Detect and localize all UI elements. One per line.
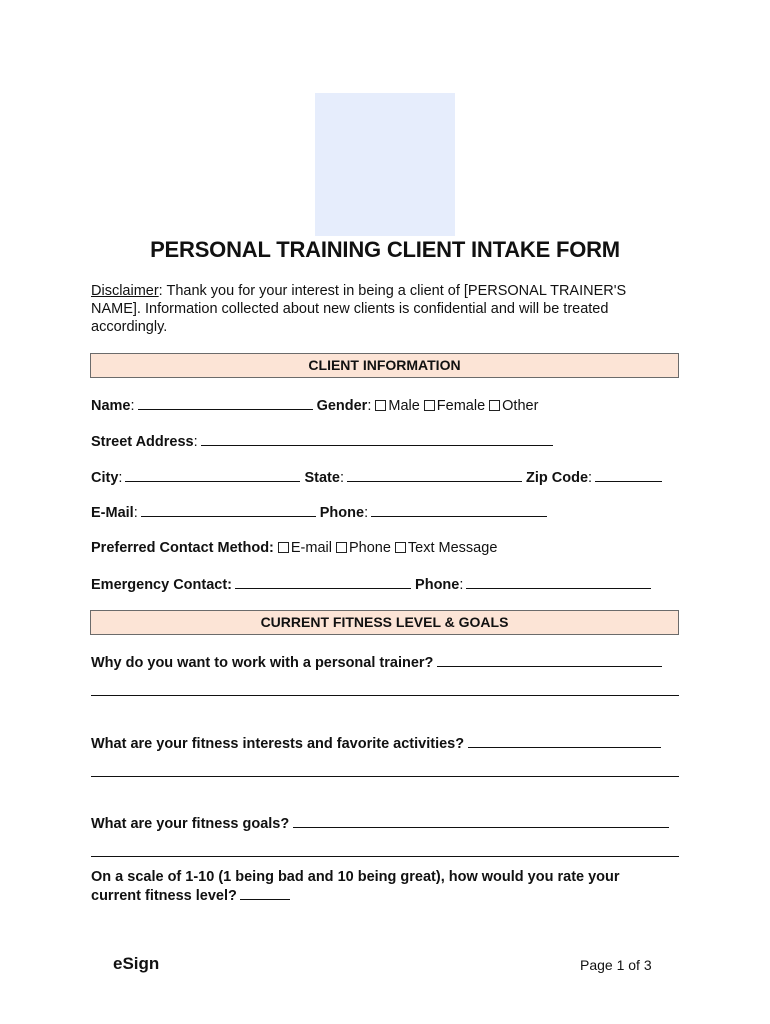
street-address-field[interactable] xyxy=(201,432,553,446)
city-state-zip-row xyxy=(91,468,662,487)
city-field[interactable] xyxy=(125,468,300,482)
why-trainer-field[interactable] xyxy=(437,653,662,667)
email-label: E-Mail xyxy=(91,505,134,521)
state-label: State xyxy=(304,470,340,486)
contact-phone-checkbox[interactable] xyxy=(336,542,347,553)
email-phone-row xyxy=(91,503,547,522)
emergency-phone-field[interactable] xyxy=(466,575,651,589)
gender-label: Gender xyxy=(316,398,368,414)
email-field[interactable] xyxy=(141,503,316,517)
contact-email-checkbox[interactable] xyxy=(278,542,289,553)
question-fitness-interests-text: What are your fitness interests and favorite activities? xyxy=(91,736,465,752)
street-row xyxy=(91,432,553,451)
question-why-trainer xyxy=(91,653,662,672)
phone-label: Phone xyxy=(319,505,365,521)
fitness-rating-field[interactable] xyxy=(240,886,290,900)
contact-phone-label: Phone xyxy=(348,540,391,556)
logo-placeholder xyxy=(315,93,455,236)
gender-other-checkbox[interactable] xyxy=(489,400,500,411)
question-fitness-goals-text: What are your fitness goals? xyxy=(91,816,290,832)
emergency-phone-label: Phone xyxy=(415,577,460,593)
state-field[interactable] xyxy=(347,468,522,482)
gender-male-label: Male xyxy=(388,398,420,414)
contact-text-checkbox[interactable] xyxy=(395,542,406,553)
city-colon: : xyxy=(118,470,123,486)
street-colon: : xyxy=(193,434,198,450)
name-label: Name xyxy=(91,398,131,414)
contact-method-row xyxy=(91,539,497,557)
zip-code-label: Zip Code xyxy=(526,470,589,486)
disclaimer-label: Disclaimer xyxy=(91,283,159,299)
emergency-contact-field[interactable] xyxy=(235,575,411,589)
emergency-phone-colon: : xyxy=(459,577,464,593)
contact-text-label: Text Message xyxy=(407,540,498,556)
phone-field[interactable] xyxy=(371,503,547,517)
question-why-trainer-text: Why do you want to work with a personal trainer? xyxy=(91,655,434,671)
fitness-interests-extra-line[interactable] xyxy=(91,776,679,777)
name-gender-row xyxy=(91,396,538,415)
question-fitness-interests xyxy=(91,734,661,753)
disclaimer xyxy=(91,282,666,336)
page-title: PERSONAL TRAINING CLIENT INTAKE FORM xyxy=(150,237,620,262)
page-number: Page 1 of 3 xyxy=(580,957,652,973)
street-address-label: Street Address xyxy=(91,434,194,450)
gender-male-checkbox[interactable] xyxy=(375,400,386,411)
client-information-heading: CLIENT INFORMATION xyxy=(90,353,679,378)
gender-colon: : xyxy=(367,398,372,414)
zip-colon: : xyxy=(588,470,593,486)
city-label: City xyxy=(91,470,119,486)
fitness-goals-extra-line[interactable] xyxy=(91,856,679,857)
name-colon: : xyxy=(130,398,135,414)
esign-brand: eSign xyxy=(113,954,160,973)
question-fitness-goals xyxy=(91,814,669,833)
fitness-goals-field[interactable] xyxy=(293,814,669,828)
why-trainer-extra-line[interactable] xyxy=(91,695,679,696)
state-colon: : xyxy=(339,470,344,486)
contact-email-label: E-mail xyxy=(290,540,332,556)
fitness-interests-field[interactable] xyxy=(468,734,661,748)
email-colon: : xyxy=(133,505,138,521)
question-fitness-rating-text: On a scale of 1-10 (1 being bad and 10 being great), how would you rate your current fitness level? xyxy=(91,869,620,904)
gender-female-label: Female xyxy=(436,398,486,414)
gender-female-checkbox[interactable] xyxy=(424,400,435,411)
zip-code-field[interactable] xyxy=(595,468,662,482)
contact-method-label: Preferred Contact Method: xyxy=(91,540,274,556)
gender-other-label: Other xyxy=(502,398,539,414)
phone-colon: : xyxy=(364,505,369,521)
emergency-contact-row xyxy=(91,575,651,594)
emergency-contact-label: Emergency Contact: xyxy=(91,577,233,593)
fitness-goals-heading: CURRENT FITNESS LEVEL & GOALS xyxy=(90,610,679,635)
question-fitness-rating xyxy=(91,868,661,905)
disclaimer-text: : Thank you for your interest in being a client of [PERSONAL TRAINER'S NAME]. Information collected about new clients is confidential and will be treated accordingly. xyxy=(91,283,627,335)
name-field[interactable] xyxy=(138,396,313,410)
